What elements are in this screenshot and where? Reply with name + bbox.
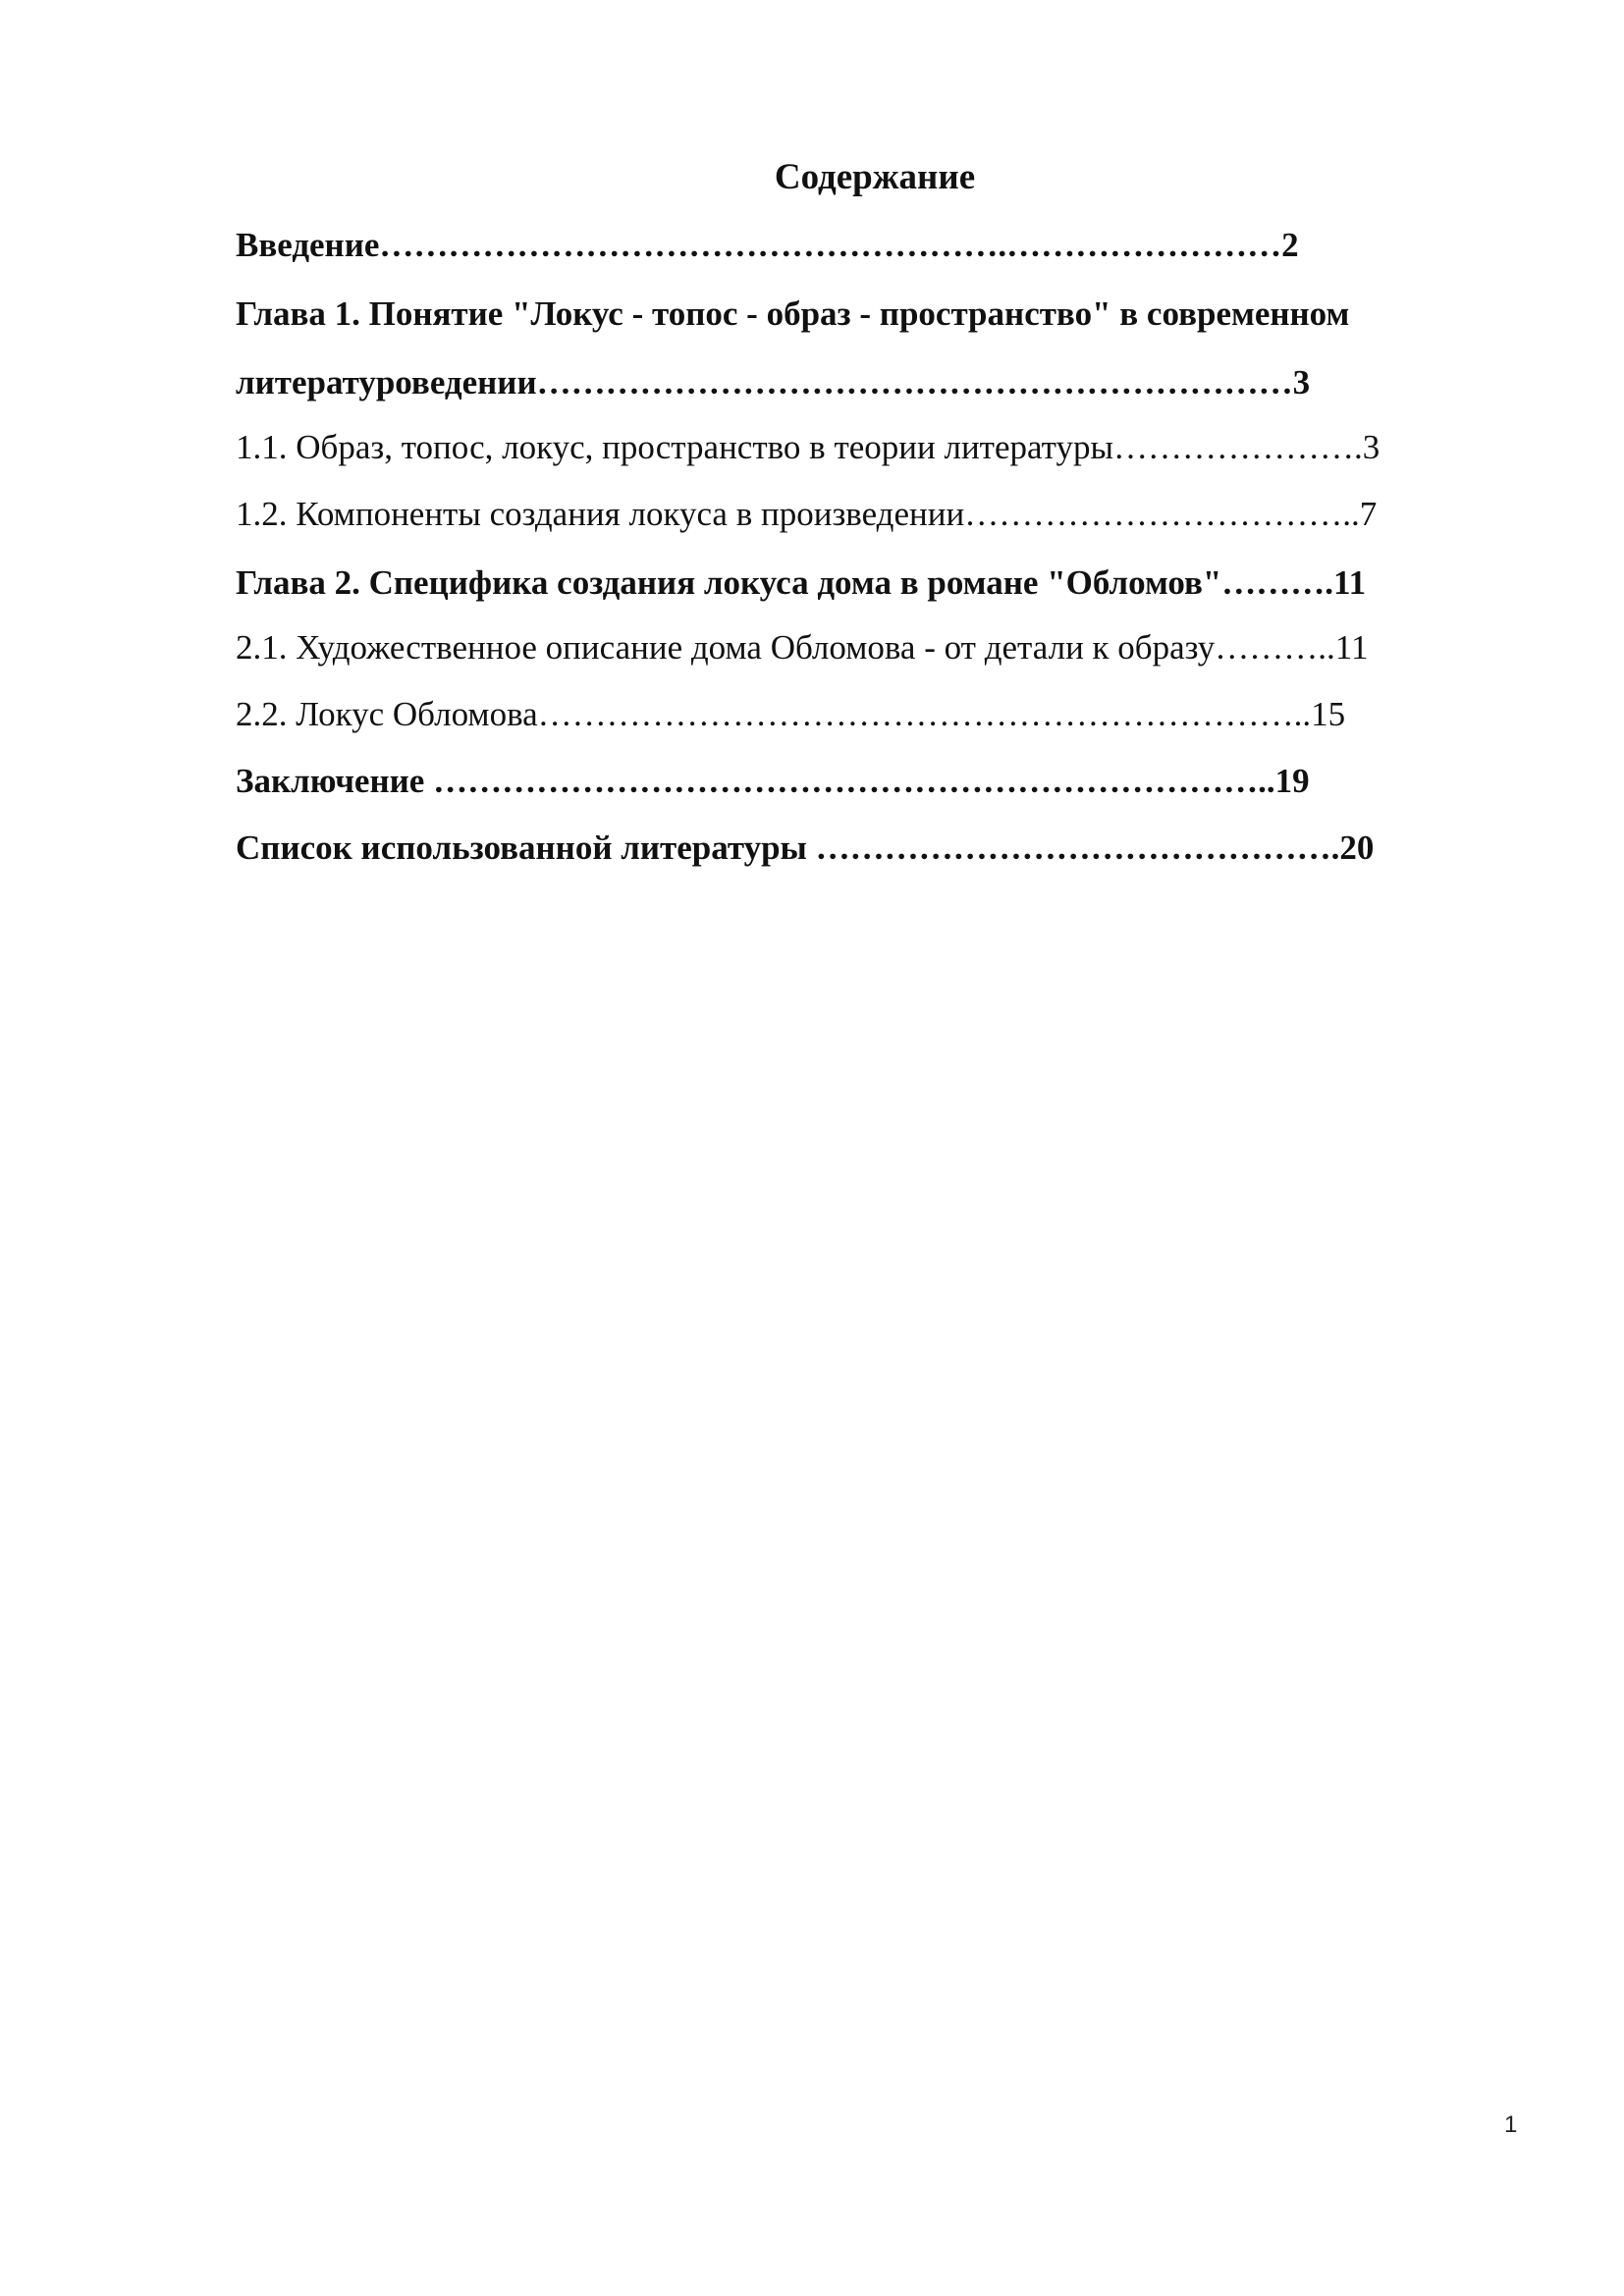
toc-entry-bibliography: Список использованной литературы ……………………………………….20 bbox=[236, 828, 1375, 867]
toc-entry-conclusion: Заключение ………………………………………………………………..19 bbox=[236, 762, 1310, 800]
page-number: 1 bbox=[1504, 2111, 1518, 2138]
toc-entry-section-2-2: 2.2. Локус Обломова…………………………………………………………..15 bbox=[236, 695, 1346, 733]
toc-entry-chapter-2: Глава 2. Специфика создания локуса дома в романе "Обломов"……….11 bbox=[236, 563, 1367, 602]
toc-entry-section-1-1: 1.1. Образ, топос, локус, пространство в теории литературы………………….3 bbox=[236, 428, 1380, 466]
toc-entry-introduction: Введение……………………………………………….……………………2 bbox=[236, 226, 1299, 264]
toc-entry-section-1-2: 1.2. Компоненты создания локуса в произведении……………………………..7 bbox=[236, 495, 1378, 533]
toc-entry-chapter-1-continued: литературоведении…………………………………………………………3 bbox=[236, 363, 1311, 401]
toc-entry-chapter-1: Глава 1. Понятие "Локус - топос - образ - пространство" в современном bbox=[236, 294, 1350, 333]
toc-entry-section-2-1: 2.1. Художественное описание дома Обломова - от детали к образу………..11 bbox=[236, 628, 1369, 667]
toc-title: Содержание bbox=[774, 157, 976, 197]
